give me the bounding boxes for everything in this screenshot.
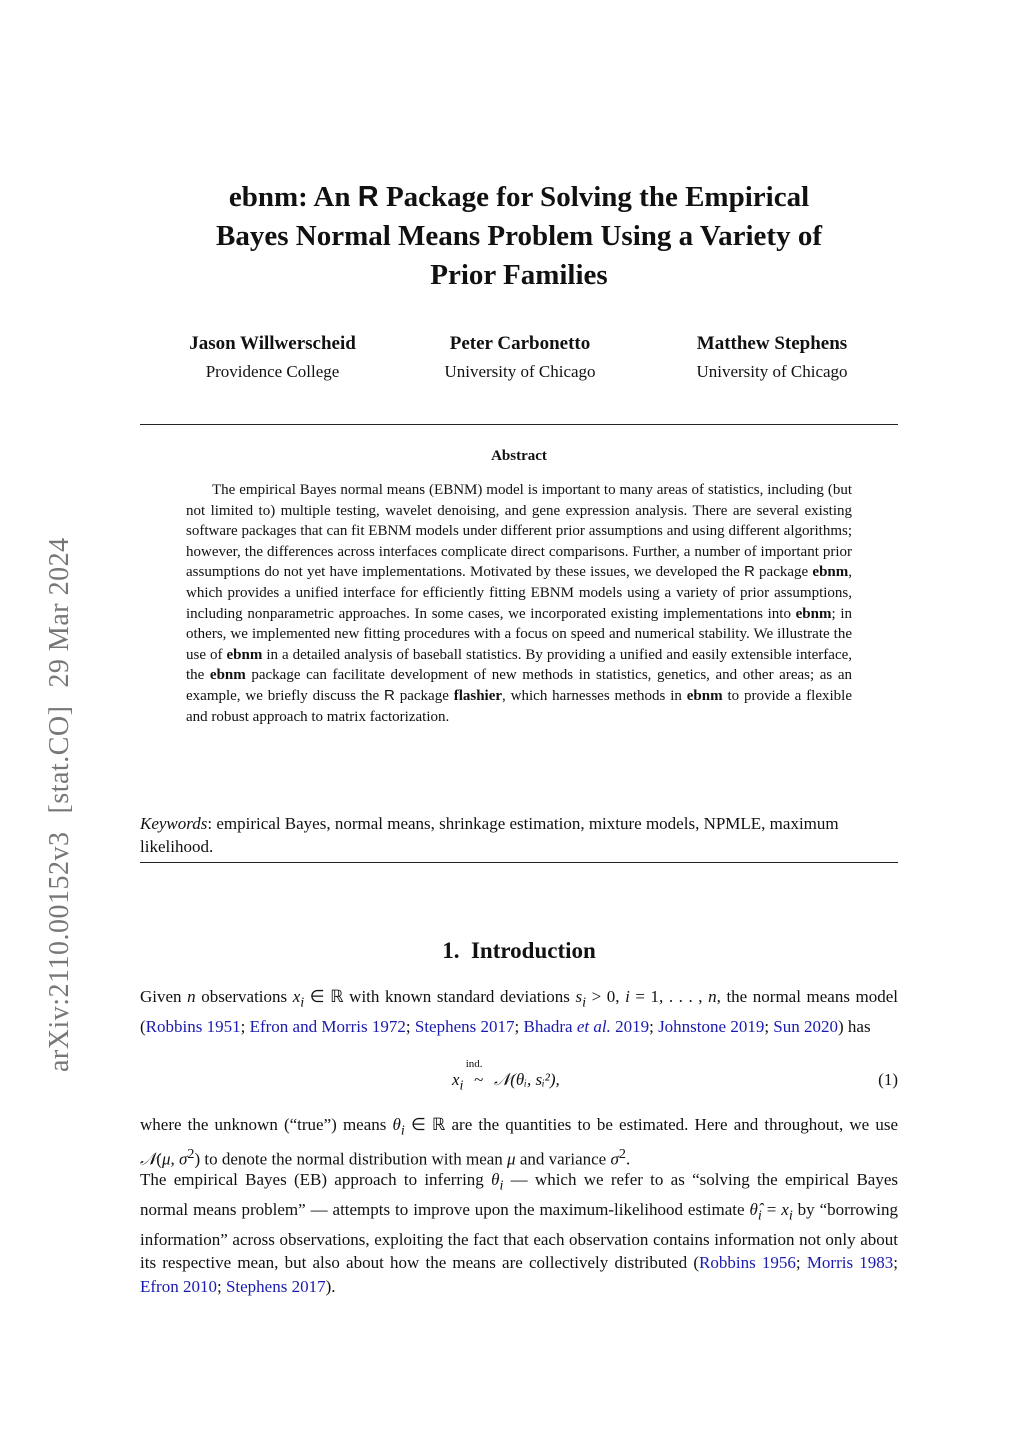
title-line2: Bayes Normal Means Problem Using a Variety of: [216, 220, 822, 252]
arxiv-id: arXiv:2110.00152v3: [44, 831, 75, 1072]
author-block: [140, 331, 898, 391]
arxiv-date: 29 Mar 2024: [44, 537, 75, 688]
math: n: [187, 987, 196, 1006]
body-text: ) has: [838, 1016, 871, 1036]
math: μ: [161, 1149, 171, 1169]
math: $x_i$: [292, 987, 305, 1011]
r-logo: R: [744, 563, 755, 581]
arxiv-stamp: [44, 519, 76, 1072]
body-text: to denote the normal distribution with mean: [200, 1149, 508, 1169]
abstract-text: package: [394, 687, 454, 704]
body-text: ).: [325, 1276, 336, 1296]
citation-text: et al.: [576, 1016, 611, 1036]
package-name: ebnm: [812, 564, 849, 581]
separator: ;: [893, 1253, 899, 1273]
math: $\theta_i$: [491, 1170, 504, 1194]
citation-link[interactable]: Sun 2020: [773, 1016, 839, 1036]
author-affiliation: Providence College: [205, 362, 340, 381]
package-name: ebnm: [226, 646, 263, 663]
keywords: [140, 812, 898, 858]
citation-text: Bhadra: [523, 1016, 577, 1036]
paper-title: [140, 178, 898, 295]
author-3: [667, 331, 877, 387]
section-title: Introduction: [470, 938, 596, 963]
author-name: Jason Willwerscheid: [189, 333, 356, 354]
body-text: are the quantities to be estimated. Here and throughout, we use: [445, 1115, 898, 1134]
author-name: Matthew Stephens: [696, 333, 848, 354]
intro-paragraph-2: where the unknown (“true”) means $\theta_i$ ∈ ℝ are the quantities to be estimated. Here and throughout, we use 𝒩(μ, $\sigma^2$) to denote the normal distribution with mean μ and variance $\sigma^2$.: [140, 1115, 898, 1169]
intro-paragraph-1: Given n observations $x_i$ ∈ ℝ with known standard deviations $s_i > 0$, i = 1, . . . , n, the normal means model (Robbins 1951; Efron and Morris 1972; Stephens 2017; Bhadra et al. 2019; Johnstone 2019; Sun 2020) has: [140, 987, 899, 1036]
abstract-text: , which provides a unified interface for efficiently fitting EBNM models using a variety of prior assumptions, including nonparametric approaches. In some cases, we incorporated existing implementations into: [186, 564, 852, 622]
section-heading: [140, 938, 898, 964]
abstract-text: ; in others, we implemented new fitting procedures with a focus on speed and numerical stability. We illustrate the use of: [186, 605, 852, 663]
eq-over: ind.: [465, 1058, 483, 1070]
abstract-text: package can facilitate development of new methods in statistics, genetics, and other areas; as an example, we briefly discuss the: [186, 667, 852, 704]
package-name: ebnm: [686, 687, 723, 704]
math: 𝒩: [140, 1149, 157, 1169]
arxiv-sidebar: [22, 440, 75, 1072]
author-name: Peter Carbonetto: [449, 333, 591, 354]
author-affiliation: University of Chicago: [696, 362, 848, 381]
separator: ;: [216, 1276, 226, 1296]
abstract-text: , which harnesses methods in: [502, 687, 687, 704]
title-line1-pre: ebnm: An: [228, 181, 358, 213]
title-r-logo: R: [357, 181, 379, 213]
eq-relation: [465, 1058, 490, 1090]
separator: ;: [240, 1016, 250, 1036]
body-text: observations: [195, 987, 293, 1006]
author-2: [415, 331, 625, 387]
body-text: The empirical Bayes (EB) approach to inferring: [140, 1170, 492, 1189]
separator: ;: [514, 1016, 524, 1036]
abstract-bottom-rule: [140, 862, 898, 863]
keywords-text: : empirical Bayes, normal means, shrinkage estimation, mixture models, NPMLE, maximum likelihood.: [140, 814, 839, 856]
abstract-text: to provide a flexible and robust approach to matrix factorization.: [186, 687, 852, 725]
separator: ;: [405, 1016, 415, 1036]
package-name: flashier: [453, 687, 503, 704]
r-logo: R: [384, 686, 395, 704]
math: $\thetâ_i$: [749, 1199, 762, 1224]
author-affiliation: University of Chicago: [444, 362, 596, 381]
citation-link[interactable]: [523, 1017, 649, 1036]
abstract-body: [186, 480, 852, 727]
eq-subscript: i: [459, 1077, 464, 1094]
body-text: by “borrowing information” across observations, exploiting the fact that each observation contains information not only about its respective mean, but also about how the means are collectively distributed (: [140, 1199, 898, 1273]
body-text: Given: [140, 987, 188, 1006]
citation-link[interactable]: Efron and Morris 1972: [249, 1016, 406, 1036]
math: $s_i$: [575, 987, 586, 1011]
citation-link[interactable]: Robbins 1951: [145, 1016, 241, 1036]
math: $x_i$: [781, 1199, 793, 1224]
body-text: , the normal means model (: [140, 987, 899, 1036]
math: i: [625, 987, 630, 1006]
body-text: and variance: [515, 1149, 611, 1169]
eq-lhs: x: [452, 1070, 460, 1089]
abstract-text: in a detailed analysis of baseball statistics. By providing a unified and easily extensible interface, the: [186, 646, 853, 684]
abstract-text: package: [754, 564, 813, 581]
body-text: — which we refer to as “solving the empirical Bayes normal means problem” — attempts to improve upon the maximum-likelihood estimate: [140, 1170, 899, 1219]
math: σ: [179, 1149, 188, 1169]
abstract-text: The empirical Bayes normal means (EBNM) model is important to many areas of statistics, including (but not limited to) multiple testing, wavelet denoising, and gene expression analysis. There are several existing software packages that can fit EBNM models under different prior assumptions and using different algorithms; however, the differences across interfaces complicate direct comparisons. Further, a number of important prior assumptions do not yet have implementations. Motivated by these issues, we developed the: [186, 482, 852, 581]
citation-link[interactable]: Morris 1983: [806, 1253, 894, 1273]
eq-tilde: ~: [474, 1070, 484, 1089]
math: $\theta_i$: [392, 1115, 405, 1139]
abstract-heading: Abstract: [491, 448, 547, 464]
title-line1-post: Package for Solving the Empirical: [378, 181, 810, 213]
body-text: where the unknown (“true”) means: [140, 1115, 393, 1134]
citation-link[interactable]: Stephens 2017: [414, 1016, 515, 1036]
citation-link[interactable]: Robbins 1956: [699, 1253, 796, 1273]
abstract-top-rule: [140, 424, 898, 425]
citation-link[interactable]: Johnstone 2019: [658, 1016, 765, 1036]
intro-paragraph-3: The empirical Bayes (EB) approach to inferring $\theta_i$ — which we refer to as “solving the empirical Bayes normal means problem” — attempts to improve upon the maximum-likelihood estimate $\thetâ_i = x_i$ by “borrowing information” across observations, exploiting the fact that each observation contains information not only about its respective mean, but also about how the means are collectively distributed (Robbins 1956; Morris 1983; Efron 2010; Stephens 2017).: [140, 1170, 899, 1296]
keywords-label: Keywords: [140, 814, 208, 833]
package-name: ebnm: [795, 605, 832, 622]
math: μ: [507, 1149, 516, 1169]
separator: ;: [764, 1016, 774, 1036]
eq-rhs: 𝒩(θᵢ, sᵢ²),: [493, 1070, 560, 1089]
separator: ;: [649, 1016, 659, 1036]
body-text: with known standard deviations: [343, 987, 576, 1006]
arxiv-category: [stat.CO]: [44, 705, 75, 814]
package-name: ebnm: [209, 667, 246, 684]
citation-text: 2019: [610, 1016, 650, 1036]
section-number: 1.: [442, 938, 460, 963]
equation-number: (1): [878, 1070, 898, 1089]
author-1: [160, 331, 385, 387]
separator: ;: [795, 1253, 807, 1273]
equation-formula: [452, 1058, 560, 1094]
math: σ: [610, 1149, 619, 1169]
citation-link[interactable]: Stephens 2017: [225, 1276, 326, 1296]
equation-1: [140, 1058, 898, 1096]
title-line3: Prior Families: [430, 259, 608, 291]
citation-link[interactable]: Efron 2010: [140, 1276, 217, 1296]
math: n: [708, 987, 717, 1006]
